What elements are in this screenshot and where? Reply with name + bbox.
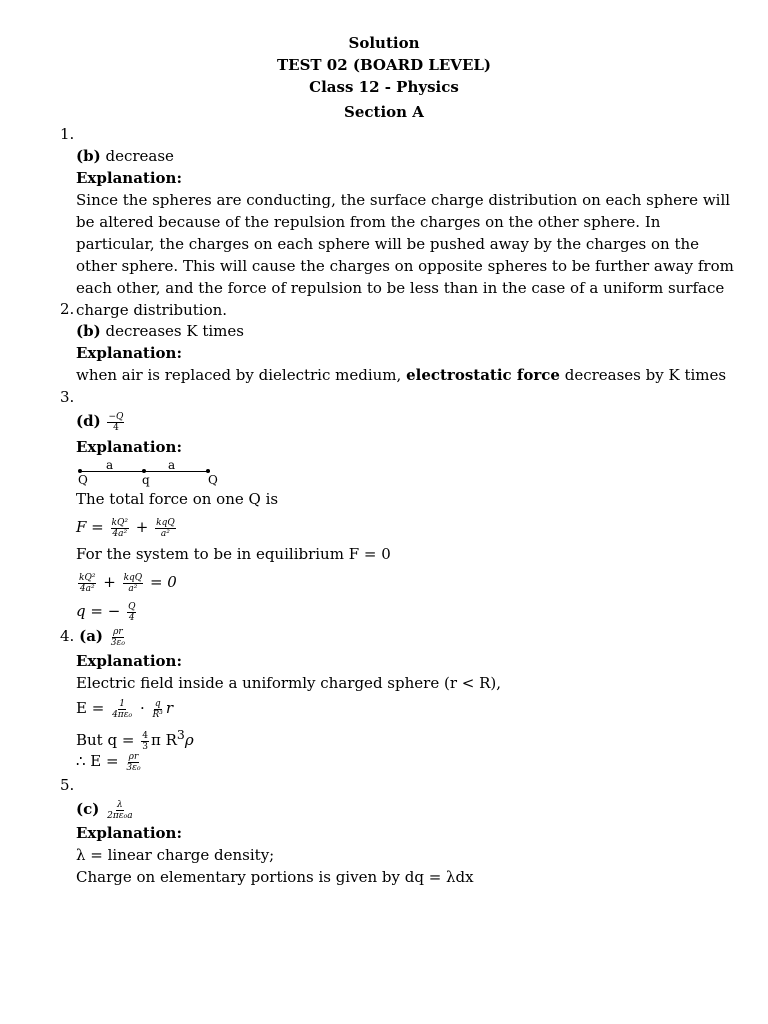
radius-variable: r — [165, 699, 174, 717]
denominator: 3ε₀ — [110, 637, 125, 648]
equation-rhs: = 0 — [149, 573, 177, 591]
charge-label-right: Q — [208, 473, 218, 487]
exponent: 3 — [176, 727, 185, 742]
fraction — [78, 573, 96, 594]
answer-3 — [76, 410, 126, 433]
equation-lhs: ∴ E = — [76, 752, 119, 770]
numerator: Q — [128, 601, 136, 612]
text-segment: when air is replaced by dielectric medium, — [76, 366, 407, 384]
fraction — [123, 573, 144, 594]
answer-option: (b) — [76, 147, 101, 165]
charge-arrangement-diagram — [76, 458, 226, 486]
equation-lhs: But q = — [76, 731, 135, 749]
q-result-equation — [76, 600, 138, 623]
numerator: ρr — [113, 626, 123, 637]
denominator: 4 — [113, 422, 119, 433]
plus-sign: + — [135, 518, 149, 536]
question-number-2: 2. — [60, 300, 75, 318]
numerator: 4 — [142, 730, 148, 741]
explanation-label-4: Explanation: — [76, 652, 182, 670]
denominator: 3 — [142, 741, 148, 752]
equation-lhs: F = — [76, 518, 104, 536]
fraction — [111, 518, 129, 539]
explanation-label-1: Explanation: — [76, 169, 182, 187]
numerator: q — [154, 698, 161, 709]
denominator: a² — [160, 528, 170, 539]
numerator: ρr — [128, 751, 139, 762]
fraction — [155, 518, 176, 539]
fraction — [127, 602, 136, 623]
denominator: a² — [128, 583, 138, 594]
denominator: 2πε₀a — [107, 810, 133, 821]
answer-option: (d) — [76, 412, 101, 430]
numerator: kqQ — [123, 572, 143, 583]
fraction — [152, 699, 164, 720]
test-title: TEST 02 (BOARD LEVEL) — [276, 56, 492, 74]
page-title: Solution — [348, 34, 420, 52]
equation-lhs: q = − — [76, 602, 121, 620]
answer-fraction — [107, 412, 124, 433]
charge-label-left: Q — [78, 473, 88, 487]
numerator: kQ² — [79, 572, 96, 583]
answer-option: (c) — [76, 800, 100, 818]
numerator: kQ² — [111, 517, 128, 528]
equation-lhs: E = — [76, 699, 105, 717]
denominator: 3ε₀ — [126, 762, 141, 773]
fraction — [141, 731, 149, 752]
charge-label-middle: q — [142, 473, 150, 487]
answer-option: (b) — [76, 322, 101, 340]
plus-sign: + — [103, 573, 116, 591]
distance-label-a: a — [168, 458, 176, 472]
charge-density-text: λ = linear charge density; — [76, 846, 275, 864]
dot-operator: · — [139, 699, 145, 717]
numerator: 1 — [119, 698, 125, 709]
denominator: 4 — [128, 612, 135, 623]
answer-2 — [76, 320, 244, 342]
section-title: Section A — [344, 103, 424, 121]
denominator: 4πε₀ — [112, 709, 133, 720]
answer-option: (a) — [79, 627, 104, 645]
class-title: Class 12 - Physics — [309, 78, 459, 96]
charge-equation — [76, 724, 194, 752]
answer-fraction — [110, 627, 126, 648]
answer-4 — [60, 625, 128, 648]
density-symbol: ρ — [184, 731, 194, 749]
fraction — [125, 752, 141, 773]
numerator: λ — [116, 799, 123, 810]
explanation-label-2: Explanation: — [76, 344, 182, 362]
answer-text: decrease — [105, 147, 174, 165]
therefore-equation — [76, 750, 144, 773]
answer-1 — [76, 145, 174, 167]
answer-5 — [76, 798, 136, 821]
electric-field-text: Electric field inside a uniformly charged sphere (r < R), — [76, 674, 502, 692]
numerator: kqQ — [156, 517, 175, 528]
question-number-3: 3. — [60, 388, 75, 406]
field-equation — [76, 697, 173, 720]
explanation-label-3: Explanation: — [76, 438, 182, 456]
distance-label-a: a — [106, 458, 114, 472]
equilibrium-text: For the system to be in equilibrium F = 0 — [76, 545, 391, 563]
text-segment: decreases by K times — [559, 366, 727, 384]
denominator: 4a² — [112, 528, 128, 539]
explanation-text-2 — [76, 364, 726, 386]
question-number-5: 5. — [60, 776, 75, 794]
equation-term: π R — [150, 731, 177, 749]
numerator: −Q — [108, 411, 124, 422]
elementary-charge-text: Charge on elementary portions is given by dq = λdx — [76, 868, 474, 886]
denominator: 4a² — [79, 583, 95, 594]
answer-fraction — [106, 800, 133, 821]
explanation-text-1: Since the spheres are conducting, the surface charge distribution on each sphere will be altered because of the repulsion from the charges on the other sphere. In particular, the charges on each sphere will be pushed away by the charges on the other sphere. This will cause the charges on opposite spheres to be further away from each other, and the force of repulsion to be less than in the case of a uniform surface charge distribution. — [76, 191, 734, 319]
total-force-text: The total force on one Q is — [76, 490, 279, 508]
force-equation — [76, 516, 178, 539]
answer-text: decreases K times — [105, 322, 244, 340]
explanation-label-5: Explanation: — [76, 824, 182, 842]
equilibrium-equation — [76, 571, 177, 594]
denominator: R³ — [152, 709, 163, 720]
fraction — [111, 699, 133, 720]
question-number-1: 1. — [60, 125, 75, 143]
bold-term: electrostatic force — [406, 366, 560, 384]
question-number-4: 4. — [60, 627, 75, 645]
